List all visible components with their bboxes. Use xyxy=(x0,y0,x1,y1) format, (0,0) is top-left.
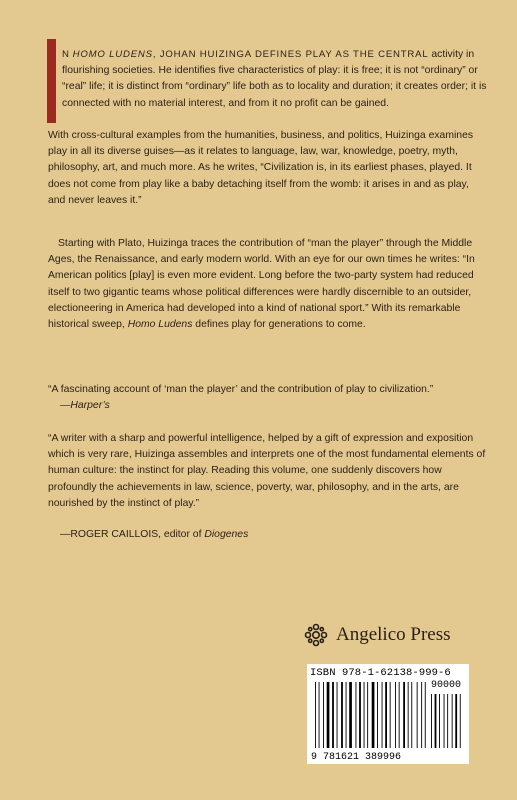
red-accent-bar xyxy=(47,39,56,123)
barcode-bar xyxy=(359,682,361,748)
intro-smallcaps-lead: , JOHAN HUIZINGA DEFINES PLAY AS THE CENTRAL xyxy=(152,49,429,60)
barcode-bar xyxy=(417,682,418,748)
barcode-bar xyxy=(341,682,343,748)
barcode-addon-bar xyxy=(431,694,432,748)
barcode-addon-bar xyxy=(460,694,461,748)
barcode-bar xyxy=(356,682,357,748)
barcode-addon-bar xyxy=(439,694,440,748)
barcode-bar xyxy=(319,682,320,748)
barcode-addon-bar xyxy=(444,694,445,748)
barcode-addon-bar xyxy=(435,694,437,748)
intro-paragraph xyxy=(62,47,488,112)
barcode-addon-bar xyxy=(447,694,448,748)
barcode-bar xyxy=(385,682,387,748)
intro-body: activity in flourishing societies. He identifies five characteristics of play: it is free; it is not “ordinary” or “real” life; it is distinct from “ordinary” life both as to locality and duration; it creates order; it is connected with no material interest, and from it no profit can be gained. xyxy=(62,49,487,109)
barcode-bar xyxy=(372,682,375,748)
barcode-bar xyxy=(332,682,334,748)
barcode-bar xyxy=(346,682,347,748)
barcode-addon-bar xyxy=(455,694,457,748)
publisher-logo xyxy=(303,622,451,648)
isbn-barcode xyxy=(307,664,469,764)
intro-book-title: HOMO LUDENS xyxy=(72,49,153,60)
review-attribution-1: —Harper’s xyxy=(60,400,110,411)
barcode-bar xyxy=(425,682,426,748)
intro-first-letter: N xyxy=(62,49,70,60)
description-paragraph-2: With cross-cultural examples from the humanities, business, and politics, Huizinga examines play in all its diverse guises—as it relates to language, law, war, knowledge, poetry, myth, philosophy, art, and much more. As he writes, “Civilization is, in its earliest phases, played. It does not come from play like a baby detaching itself from the womb: it arises in and as play, and never leaves it.” xyxy=(48,130,474,206)
barcode-bar xyxy=(377,682,378,748)
barcode-bar xyxy=(403,682,405,748)
review-quote-2: “A writer with a sharp and powerful intelligence, helped by a gift of expression and exposition which is very rare, Huizinga assembles and interprets one of the most fundamental elements of human culture: the instinct for play. Reading this volume, one suddenly discovers how profoundly the achievements in law, science, poverty, war, philosophy, and in the arts, are nourished by the instinct of play.” xyxy=(48,433,486,509)
barcode-bars xyxy=(313,682,463,752)
barcode-addon-number: 90000 xyxy=(431,680,462,691)
barcode-bar xyxy=(411,682,412,748)
barcode-bar xyxy=(399,682,400,748)
barcode-number: 9 781621 389996 xyxy=(311,752,402,763)
barcode-bar xyxy=(382,682,383,748)
barcode-bar xyxy=(390,682,391,748)
review-attribution-2: —ROGER CAILLOIS, editor of Diogenes xyxy=(60,529,249,540)
barcode-bar xyxy=(364,682,365,748)
barcode-addon-bar xyxy=(452,694,453,748)
barcode-bar xyxy=(337,682,338,748)
description-paragraph-3 xyxy=(48,236,488,333)
barcode-bar xyxy=(349,682,352,748)
publisher-name: Angelico Press xyxy=(336,624,451,645)
barcode-bar xyxy=(323,682,324,748)
barcode-bar xyxy=(367,682,368,748)
barcode-bar xyxy=(315,682,316,748)
barcode-bar xyxy=(408,682,409,748)
review-quote-1: “A fascinating account of ‘man the player’ and the contribution of play to civilization.” xyxy=(48,384,434,395)
isbn-label: ISBN 978-1-62138-999-6 xyxy=(310,667,451,679)
p3-text-b: defines play for generations to come. xyxy=(192,319,366,331)
p3-book-title: Homo Ludens xyxy=(127,319,193,331)
barcode-bar xyxy=(421,682,422,748)
publisher-emblem-icon xyxy=(303,622,329,648)
barcode-bar xyxy=(327,682,330,748)
barcode-bar xyxy=(395,682,396,748)
p3-text-a: Starting with Plato, Huizinga traces the contribution of “man the player” through the Middle Ages, the Renaissance, and early modern world. With an eye for our own times he writes: “In American politics [play] is even more evident. Long before the two-party system had reduced itself to two gigantic teams whose political differences were hardly discernible to an outsider, electioneering in America had developed into a kind of national sport.” With its remarkable historical sweep, xyxy=(48,238,475,331)
